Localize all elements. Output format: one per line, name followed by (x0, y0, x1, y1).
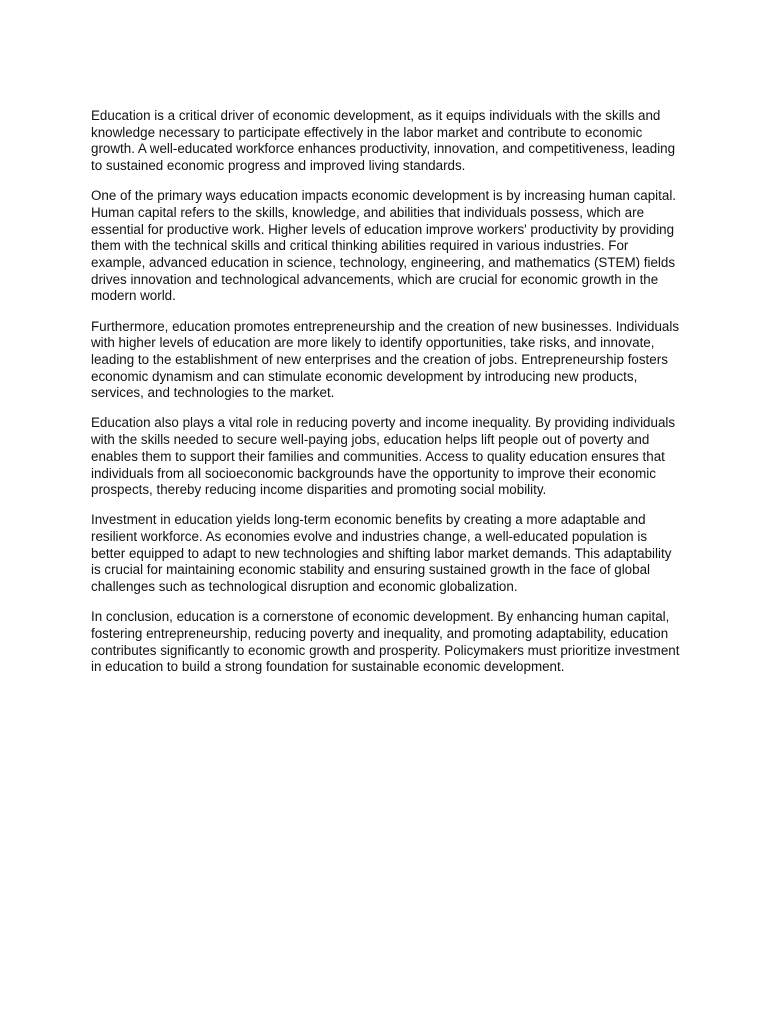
paragraph-entrepreneurship: Furthermore, education promotes entrepreneurship and the creation of new businesses. Individuals with higher levels of education are more likely to identify opportunities, take risks, and innovate, leading to the establishment of new enterprises and the creation of jobs. Entrepreneurship fosters economic dynamism and can stimulate economic development by introducing new products, services, and technologies to the market. (91, 318, 680, 401)
paragraph-human-capital: One of the primary ways education impacts economic development is by increasing human capital. Human capital refers to the skills, knowledge, and abilities that individuals possess, which are essential for productive work. Higher levels of education improve workers' productivity by providing them with the technical skills and critical thinking abilities required in various industries. For example, advanced education in science, technology, engineering, and mathematics (STEM) fields drives innovation and technological advancements, which are crucial for economic growth in the modern world. (91, 188, 677, 304)
paragraph-conclusion: In conclusion, education is a cornerstone of economic development. By enhancing human capital, fostering entrepreneurship, reducing poverty and inequality, and promoting adaptability, education contributes significantly to economic growth and prosperity. Policymakers must prioritize investment in education to build a strong foundation for sustainable economic development. (91, 609, 680, 675)
document-body (91, 108, 683, 689)
paragraph-intro: Education is a critical driver of economic development, as it equips individuals with the skills and knowledge necessary to participate effectively in the labor market and contribute to economic growth. A well-educated workforce enhances productivity, innovation, and competitiveness, leading to sustained economic progress and improved living standards. (91, 108, 676, 174)
paragraph-poverty: Education also plays a vital role in reducing poverty and income inequality. By providing individuals with the skills needed to secure well-paying jobs, education helps lift people out of poverty and enables them to support their families and communities. Access to quality education ensures that individuals from all socioeconomic backgrounds have the opportunity to improve their economic prospects, thereby reducing income disparities and promoting social mobility. (91, 415, 676, 498)
paragraph-investment: Investment in education yields long-term economic benefits by creating a more adaptable and resilient workforce. As economies evolve and industries change, a well-educated population is better equipped to adapt to new technologies and shifting labor market demands. This adaptability is crucial for maintaining economic stability and ensuring sustained growth in the face of global challenges such as technological disruption and economic globalization. (91, 512, 672, 595)
